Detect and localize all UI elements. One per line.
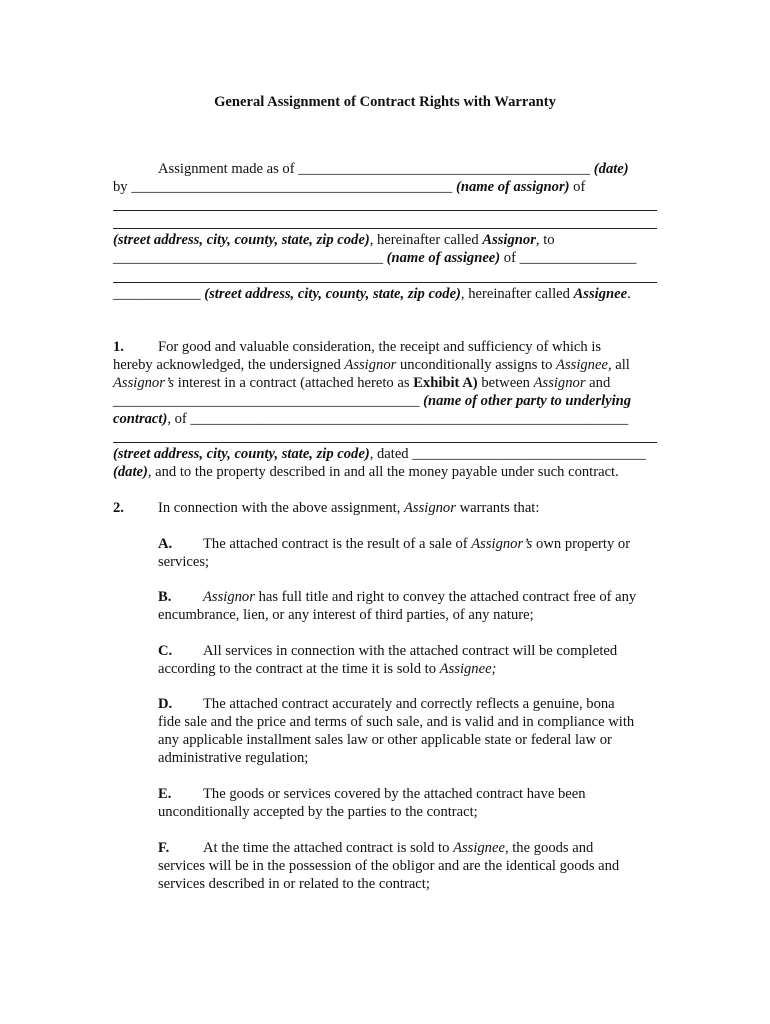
item-c-line-2 — [158, 660, 496, 678]
other-party-name-label: (name of other party to underlying — [423, 393, 632, 409]
item-text: own property or — [536, 536, 631, 552]
item-f-line-1 — [203, 839, 593, 857]
item-text: The attached contract is the result of a sale of — [203, 536, 468, 552]
assignee-address-rule[interactable] — [113, 282, 657, 283]
date-field-label: (date) — [593, 161, 629, 177]
assignor-address-label: (street address, city, county, state, zip code) — [113, 232, 370, 248]
section-1-line-7 — [113, 463, 619, 481]
s1-text: unconditionally assigns to — [399, 357, 553, 373]
item-a-letter: A. — [158, 536, 173, 552]
section-2-intro — [158, 499, 539, 517]
by-text: by — [113, 179, 128, 195]
section-1-line-3 — [113, 374, 610, 392]
of-text: , of — [167, 411, 187, 427]
section-1-number: 1. — [113, 339, 124, 355]
assignor-role: Assignor — [482, 232, 536, 248]
section-1-line-5 — [113, 410, 628, 428]
item-f-letter: F. — [158, 840, 170, 856]
item-text: has full title and right to convey the attached contract free of any — [258, 589, 637, 605]
section-1-line-1: For good and valuable consideration, the receipt and sufficiency of which is — [158, 339, 602, 355]
item-e-letter: E. — [158, 786, 172, 802]
assignee-address-label: (street address, city, county, state, zip code) — [204, 286, 461, 302]
preamble-line-5 — [113, 285, 631, 303]
assignee-address-blank[interactable]: ________________ — [519, 250, 637, 266]
assignee-role: Assignee — [453, 840, 505, 856]
section-2-number: 2. — [113, 500, 124, 516]
other-party-name-label-cont: contract) — [113, 411, 168, 427]
item-a-line-2: services; — [158, 554, 210, 570]
assignor-role: Assignor — [533, 375, 586, 391]
to-text: , to — [535, 232, 555, 248]
item-b-line-1 — [203, 588, 636, 606]
contract-date-blank[interactable]: ________________________________ — [412, 446, 646, 462]
item-d-line-4: administrative regulation; — [158, 750, 309, 766]
item-f-line-3: services described in or related to the contract; — [158, 876, 430, 892]
preamble-line-4 — [113, 249, 636, 267]
preamble-line-1 — [158, 160, 629, 178]
assignor-name-label: (name of assignor) — [455, 179, 570, 195]
assignor-role: Assignor’s — [471, 536, 533, 552]
item-d-line-3: any applicable installment sales law or other applicable state or federal law or — [158, 732, 612, 748]
other-party-address-rule[interactable] — [113, 442, 657, 443]
hereinafter-text: , hereinafter called — [460, 286, 570, 302]
dated-text: , dated — [369, 446, 409, 462]
item-d-letter: D. — [158, 696, 173, 712]
preamble-text: Assignment made as of — [158, 161, 295, 177]
item-text: , the goods and — [504, 840, 594, 856]
assignee-role: Assignee; — [439, 661, 497, 677]
other-party-name-blank[interactable]: __________________________________________ — [113, 393, 420, 409]
item-text: At the time the attached contract is sold to — [203, 840, 450, 856]
item-d-line-1: The attached contract accurately and correctly reflects a genuine, bona — [203, 696, 615, 712]
exhibit-label: Exhibit A) — [413, 375, 478, 391]
section-1-line-4 — [113, 392, 631, 410]
assignor-role: Assignor — [344, 357, 397, 373]
item-b-line-2: encumbrance, lien, or any interest of third parties, of any nature; — [158, 607, 534, 623]
s2-text: In connection with the above assignment, — [158, 500, 401, 516]
preamble-line-3 — [113, 231, 555, 249]
item-e-line-2: unconditionally accepted by the parties to the contract; — [158, 804, 478, 820]
period: . — [627, 286, 631, 302]
item-f-line-2: services will be in the possession of the obligor and are the identical goods and — [158, 858, 620, 874]
s2-text: warrants that: — [459, 500, 540, 516]
assignor-role: Assignor — [404, 500, 456, 516]
s1-text: , and to the property described in and all the money payable under such contract. — [147, 464, 619, 480]
assignee-role: Assignee — [556, 357, 608, 373]
item-e-line-1: The goods or services covered by the attached contract have been — [203, 786, 586, 802]
assignor-address-rule-1[interactable] — [113, 210, 657, 211]
assignee-address-blank-2[interactable]: ____________ — [113, 286, 201, 302]
assignor-address-rule-2[interactable] — [113, 228, 657, 229]
document-title: General Assignment of Contract Rights with Warranty — [214, 94, 556, 110]
item-a-line-1 — [203, 535, 630, 553]
assignee-name-label: (name of assignee) — [386, 250, 501, 266]
date-blank[interactable]: ________________________________________ — [298, 161, 591, 177]
item-c-line-1: All services in connection with the attached contract will be completed — [203, 643, 618, 659]
s1-text: , all — [607, 357, 630, 373]
s1-text: interest in a contract (attached hereto as — [177, 375, 410, 391]
assignor-name-blank[interactable]: ____________________________________________ — [131, 179, 453, 195]
assignor-role: Assignor — [203, 589, 255, 605]
hereinafter-text: , hereinafter called — [369, 232, 479, 248]
item-b-letter: B. — [158, 589, 172, 605]
preamble-line-2 — [113, 178, 585, 196]
section-1-line-6 — [113, 445, 646, 463]
item-text: according to the contract at the time it is sold to — [158, 661, 437, 677]
s1-text: hereby acknowledged, the undersigned — [113, 357, 341, 373]
assignor-role: Assignor’s — [113, 375, 175, 391]
contract-date-label: (date) — [113, 464, 148, 480]
s1-text: between — [481, 375, 530, 391]
item-d-line-2: fide sale and the price and terms of such sale, and is valid and in compliance with — [158, 714, 635, 730]
s1-text: and — [589, 375, 611, 391]
of-text: of — [573, 179, 586, 195]
section-1-line-2 — [113, 356, 630, 374]
of-text: of — [503, 250, 516, 266]
item-c-letter: C. — [158, 643, 173, 659]
assignee-name-blank[interactable]: _____________________________________ — [113, 250, 383, 266]
other-party-address-blank[interactable]: ____________________________________________________________ — [190, 411, 629, 427]
other-party-address-label: (street address, city, county, state, zip code) — [113, 446, 370, 462]
assignee-role: Assignee — [573, 286, 628, 302]
